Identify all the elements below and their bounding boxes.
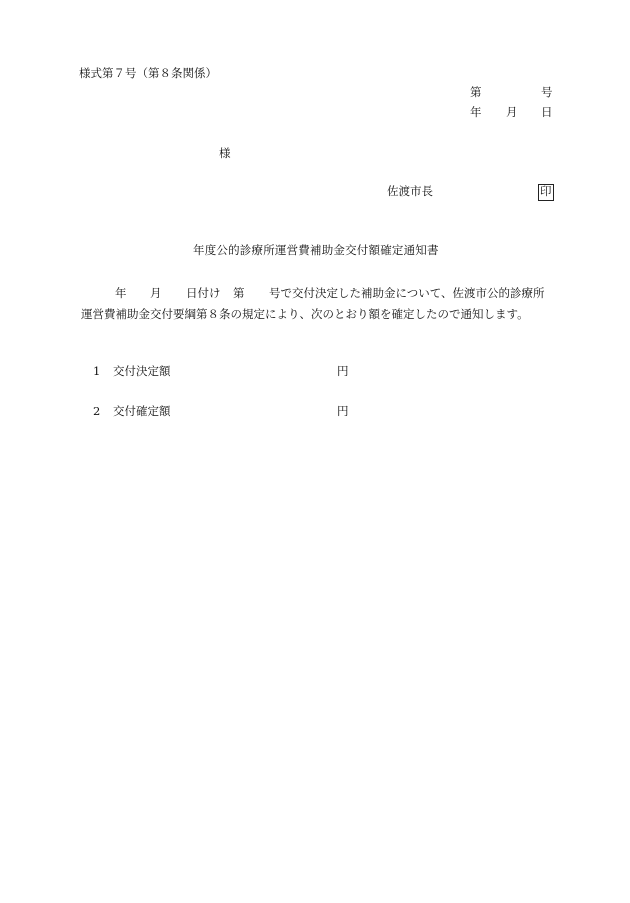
date-year-label: 年 <box>470 105 482 119</box>
body-dated-label: 日付け <box>186 286 221 300</box>
item-number: 2 <box>93 404 101 418</box>
date-day-label: 日 <box>541 105 553 119</box>
body-line-1-text: 号で交付決定した補助金について、佐渡市公的診療所 <box>269 286 545 300</box>
item-label-decided-amount: 交付決定額 <box>113 364 171 378</box>
issuer-name: 佐渡市長 <box>387 184 433 198</box>
item-unit-yen: 円 <box>337 364 349 378</box>
item-label-confirmed-amount: 交付確定額 <box>113 404 171 418</box>
body-year-label: 年 <box>115 286 127 300</box>
doc-number-prefix: 第 <box>470 85 482 99</box>
form-identifier: 様式第７号（第８条関係） <box>79 66 217 80</box>
body-month-label: 月 <box>150 286 162 300</box>
date-month-label: 月 <box>506 105 518 119</box>
addressee-honorific: 様 <box>219 146 231 160</box>
document-title: 年度公的診療所運営費補助金交付額確定通知書 <box>193 243 439 257</box>
doc-number-suffix: 号 <box>541 85 553 99</box>
body-number-prefix: 第 <box>233 286 245 300</box>
item-number: 1 <box>93 364 101 378</box>
seal-mark: 印 <box>538 184 554 201</box>
body-paragraph-line-2: 運営費補助金交付要綱第８条の規定により、次のとおり額を確定したので通知します。 <box>81 307 529 321</box>
item-unit-yen: 円 <box>337 404 349 418</box>
